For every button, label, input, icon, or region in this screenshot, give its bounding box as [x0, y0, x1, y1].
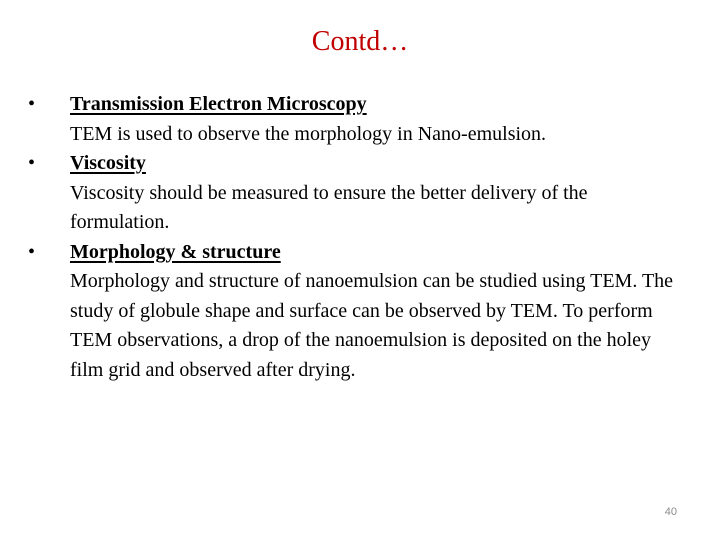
- bullet-body: Viscosity should be measured to ensure the better delivery of the formulation.: [70, 181, 588, 233]
- bullet-icon: •: [28, 240, 36, 263]
- bullet-body: TEM is used to observe the morphology in Nano-emulsion.: [70, 122, 547, 145]
- bullet-item-tem: [28, 90, 688, 149]
- bullet-list: [28, 90, 688, 385]
- bullet-heading: Viscosity: [70, 152, 146, 174]
- bullet-heading: Morphology & structure: [70, 240, 281, 263]
- bullet-body: Morphology and structure of nanoemulsion can be studied using TEM. The study of globule shape and surface can be observed by TEM. To perform TEM observations, a drop of the nanoemulsion is deposited on the holey film grid and observed after drying.: [70, 270, 674, 381]
- bullet-icon: •: [28, 93, 36, 115]
- bullet-item-viscosity: [28, 149, 688, 238]
- bullet-heading: Transmission Electron Microscopy: [70, 93, 367, 115]
- slide-title: Contd…: [311, 26, 409, 57]
- bullet-item-morphology: [28, 238, 688, 386]
- page-number: 40: [664, 506, 677, 518]
- bullet-icon: •: [28, 152, 36, 174]
